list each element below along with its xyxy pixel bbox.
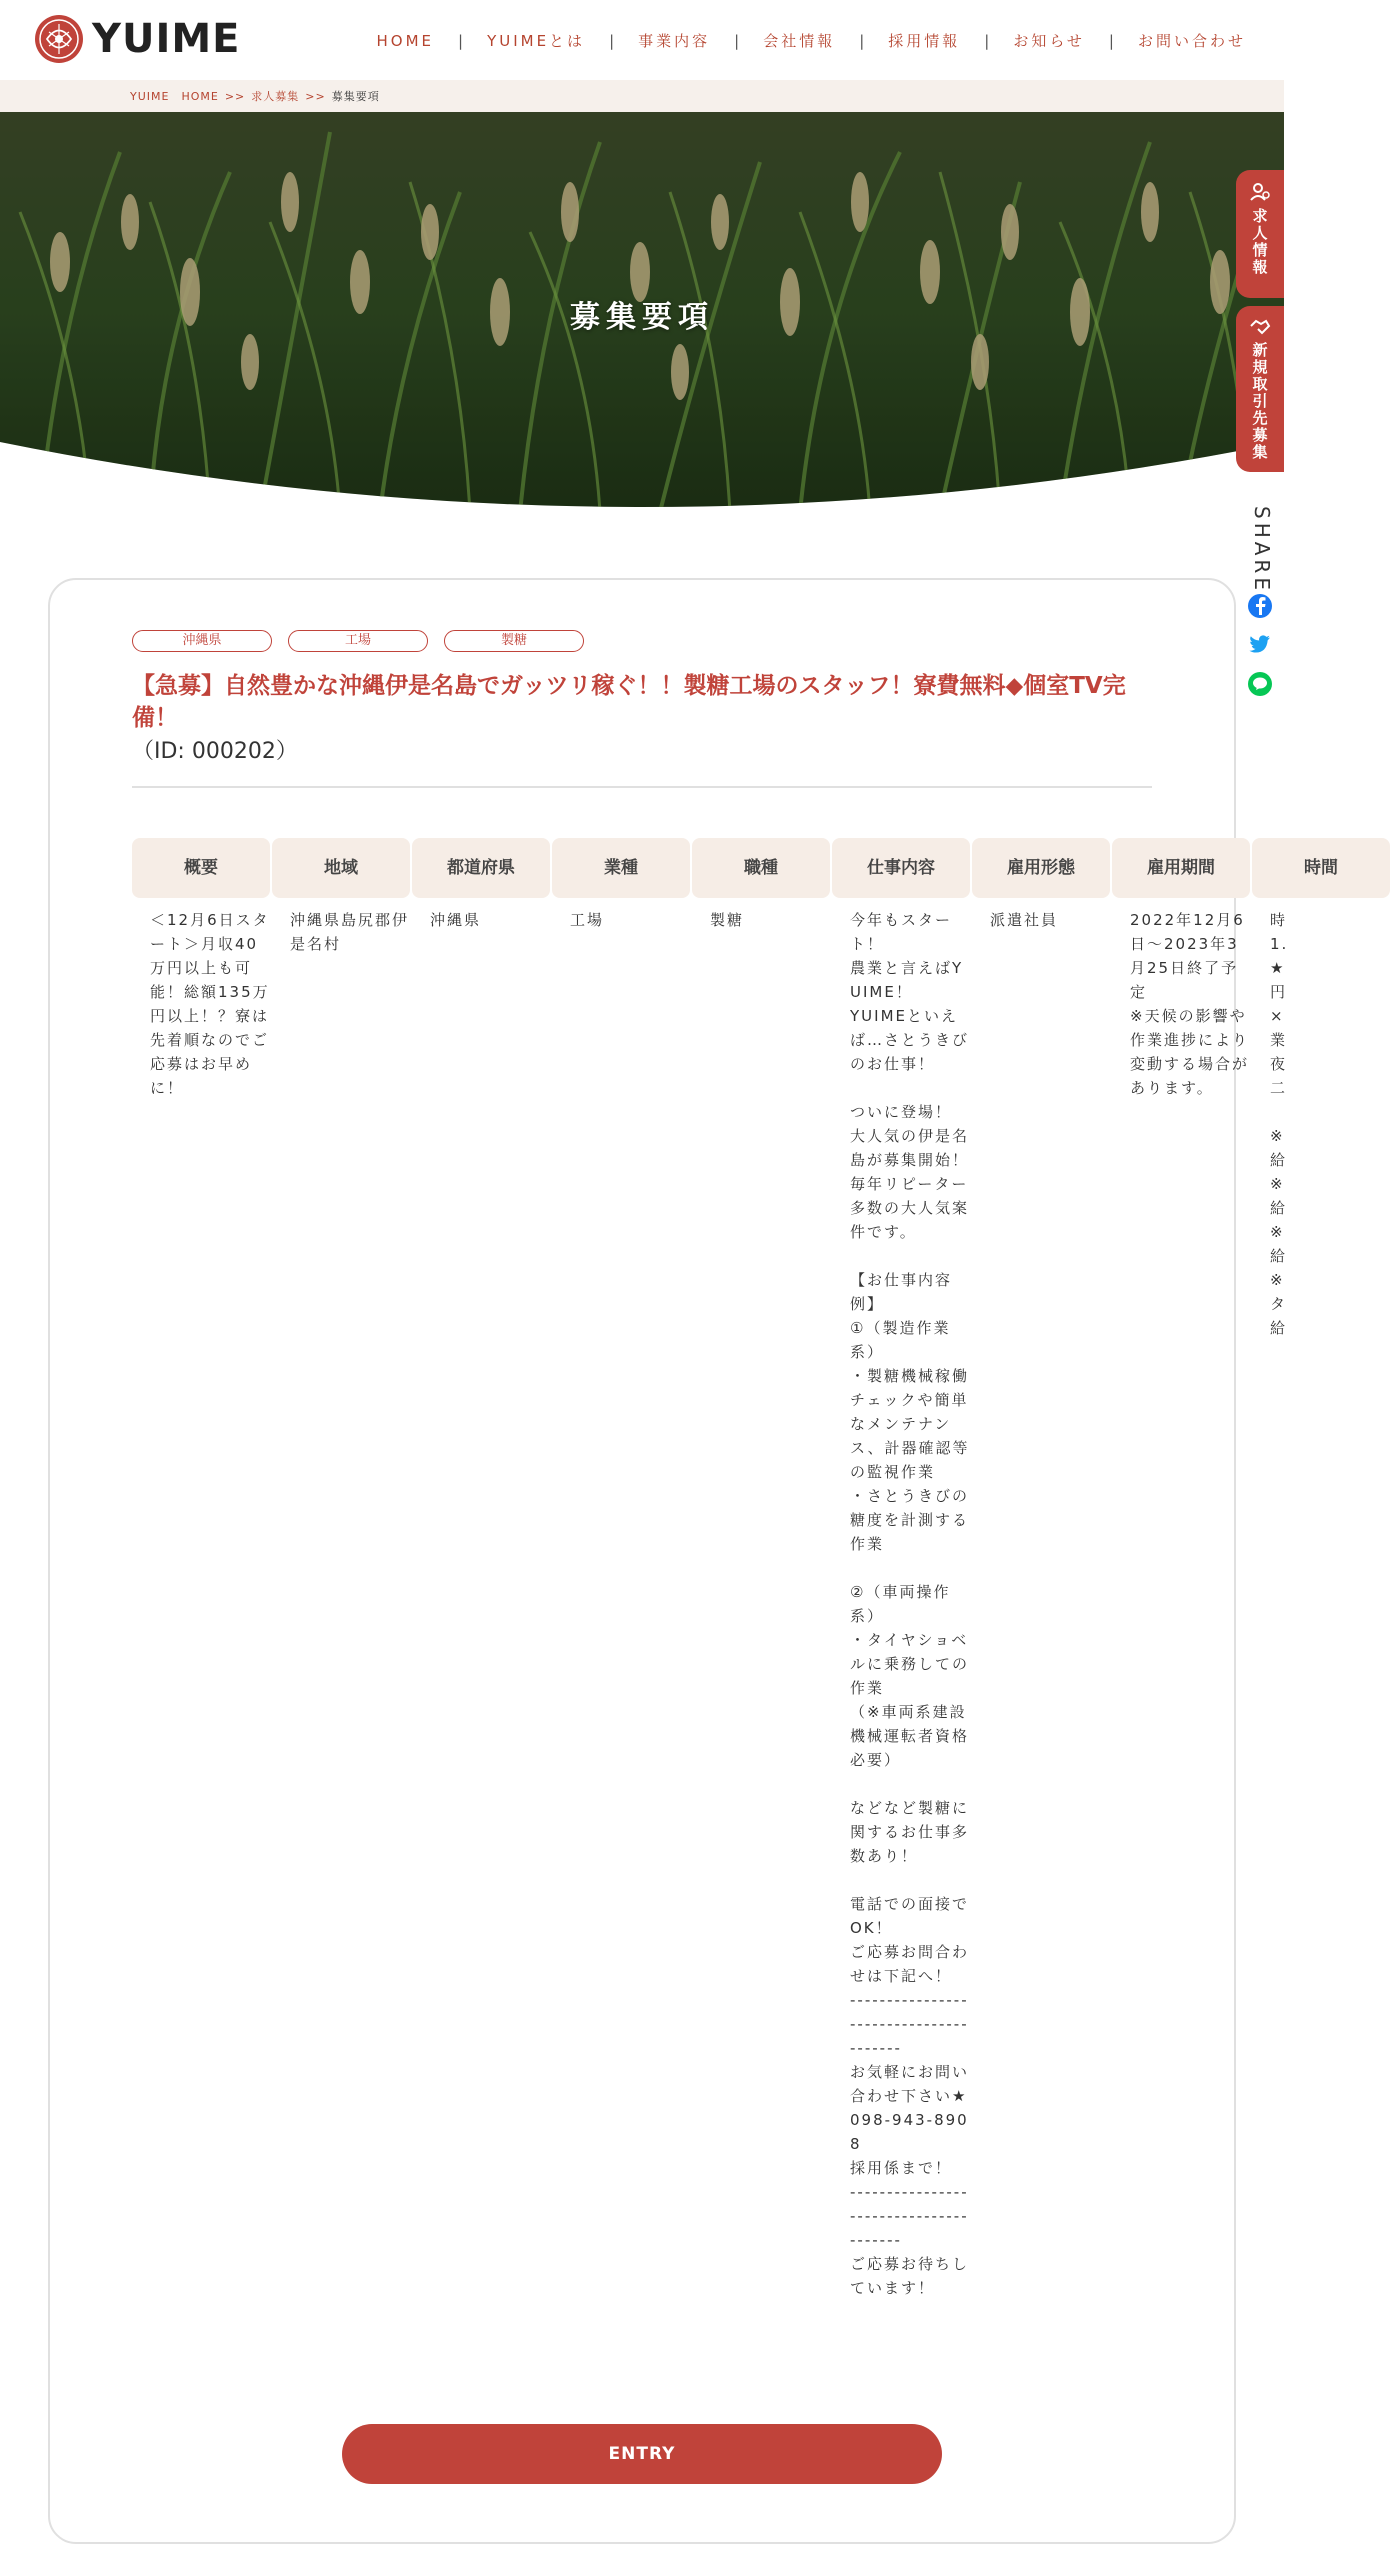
share-label: SHARE: [1250, 506, 1274, 594]
logo-text: YUIME: [92, 16, 241, 62]
table-cell-summary: ＜12月6日スタート＞月収40万円以上も可能！総額135万円以上！？寮は先着順なのでご応募はお早めに！: [150, 911, 270, 1097]
table-header: 雇用期間: [1112, 838, 1250, 898]
breadcrumb-separator: >>: [224, 89, 246, 103]
job-title: 【急募】自然豊かな沖縄伊是名島でガッツリ稼ぐ！！製糖工場のスタッフ！寮費無料◆個室TV完備！: [132, 673, 1126, 731]
nav-recruit[interactable]: 採用情報: [888, 32, 961, 50]
table-cell-employment-period: 2022年12月6日～2023年3月25日終了予定 ※天候の影響や作業進捗により変動する場合があります。: [1130, 911, 1250, 1097]
new-partner-label: 新規取引先募集: [1250, 342, 1269, 461]
nav-separator: |: [984, 31, 990, 50]
breadcrumb: [0, 80, 1284, 112]
nav-separator: |: [734, 31, 740, 50]
nav-home[interactable]: HOME: [376, 31, 434, 50]
job-id: （ID: 000202）: [132, 739, 298, 764]
table-header: 概要: [132, 838, 270, 898]
nav-separator: |: [458, 31, 464, 50]
nav-separator: |: [859, 31, 865, 50]
table-cell-occupation: 製糖: [710, 911, 745, 929]
site-header: [0, 0, 1284, 80]
logo-mark-icon: [34, 14, 84, 64]
table-header: 雇用形態: [972, 838, 1110, 898]
breadcrumb-separator: >>: [305, 89, 326, 103]
nav-about[interactable]: YUIMEとは: [487, 32, 586, 50]
title-divider: [132, 786, 1152, 788]
twitter-icon[interactable]: [1248, 632, 1272, 656]
facebook-icon[interactable]: [1248, 594, 1272, 618]
table-cell-employment-type: 派遣社員: [990, 911, 1059, 929]
table-header: 時間: [1252, 838, 1390, 898]
nav-contact[interactable]: お問い合わせ: [1137, 32, 1246, 50]
nav-company[interactable]: 会社情報: [763, 32, 836, 50]
table-header: 都道府県: [412, 838, 550, 898]
table-cell-job-description: 今年もスタート！ 農業と言えばYUIME！ YUIMEといえば…さとうきびのお仕事！ ついに登場！ 大人気の伊是名島が募集開始！ 毎年リピーター多数の大人気案件です。 【お仕事内容例】 ①（製造作業系） ・製糖機械稼働チェックや簡単なメンテナンス、計器確認等の監視作業 ・さとうきびの糖度を計測する作業 ②（車両操作系） ・タイヤショベルに乗務しての作業 （※車両系建設機械運転者資格必要） などなど製糖に関するお仕事多数あり！ 電話での面接でOK！ ご応募お問合わせは下記へ！ --------------------------------------- お気軽にお問い合わせ下さい★ 098-943-8908 採用係まで！ --------------------------------------- ご応募お待ちしています！: [850, 911, 970, 2297]
breadcrumb-current: 募集要項: [331, 90, 380, 103]
table-cell-hours: 時 1. ★ 円 × 業 夜 二 ※ 給 ※ 給 ※ 給 ※ タ 給: [1270, 911, 1289, 1337]
job-detail-table[interactable]: [132, 838, 1338, 2378]
nav-separator: |: [609, 31, 615, 50]
main-nav: [376, 30, 1246, 51]
table-cell-industry: 工場: [570, 911, 605, 929]
line-icon[interactable]: [1248, 672, 1272, 696]
new-partner-tab[interactable]: [1236, 306, 1284, 472]
hero-banner: [0, 112, 1284, 512]
logo[interactable]: [34, 14, 240, 64]
table-cell-prefecture: 沖縄県: [430, 911, 482, 929]
page-title: 募集要項: [570, 300, 714, 335]
table-cell-region: 沖縄県島尻郡伊是名村: [290, 911, 410, 953]
nav-news[interactable]: お知らせ: [1013, 32, 1085, 50]
recruit-info-label: 求人情報: [1250, 208, 1269, 276]
table-header: 業種: [552, 838, 690, 898]
tag-occupation[interactable]: 製糖: [444, 630, 584, 652]
tag-prefecture[interactable]: 沖縄県: [132, 630, 272, 652]
table-header: 職種: [692, 838, 830, 898]
person-search-icon: [1249, 182, 1271, 202]
nav-business[interactable]: 事業内容: [638, 32, 711, 50]
recruit-info-tab[interactable]: [1236, 170, 1284, 298]
table-header: 仕事内容: [832, 838, 970, 898]
table-header: 地域: [272, 838, 410, 898]
tag-list: [132, 630, 600, 652]
tag-industry[interactable]: 工場: [288, 630, 428, 652]
breadcrumb-recruit[interactable]: 求人募集: [251, 90, 300, 103]
breadcrumb-home[interactable]: YUIME HOME: [130, 90, 219, 103]
nav-separator: |: [1108, 31, 1114, 50]
handshake-icon: [1249, 318, 1271, 336]
entry-button[interactable]: ENTRY: [342, 2424, 942, 2484]
